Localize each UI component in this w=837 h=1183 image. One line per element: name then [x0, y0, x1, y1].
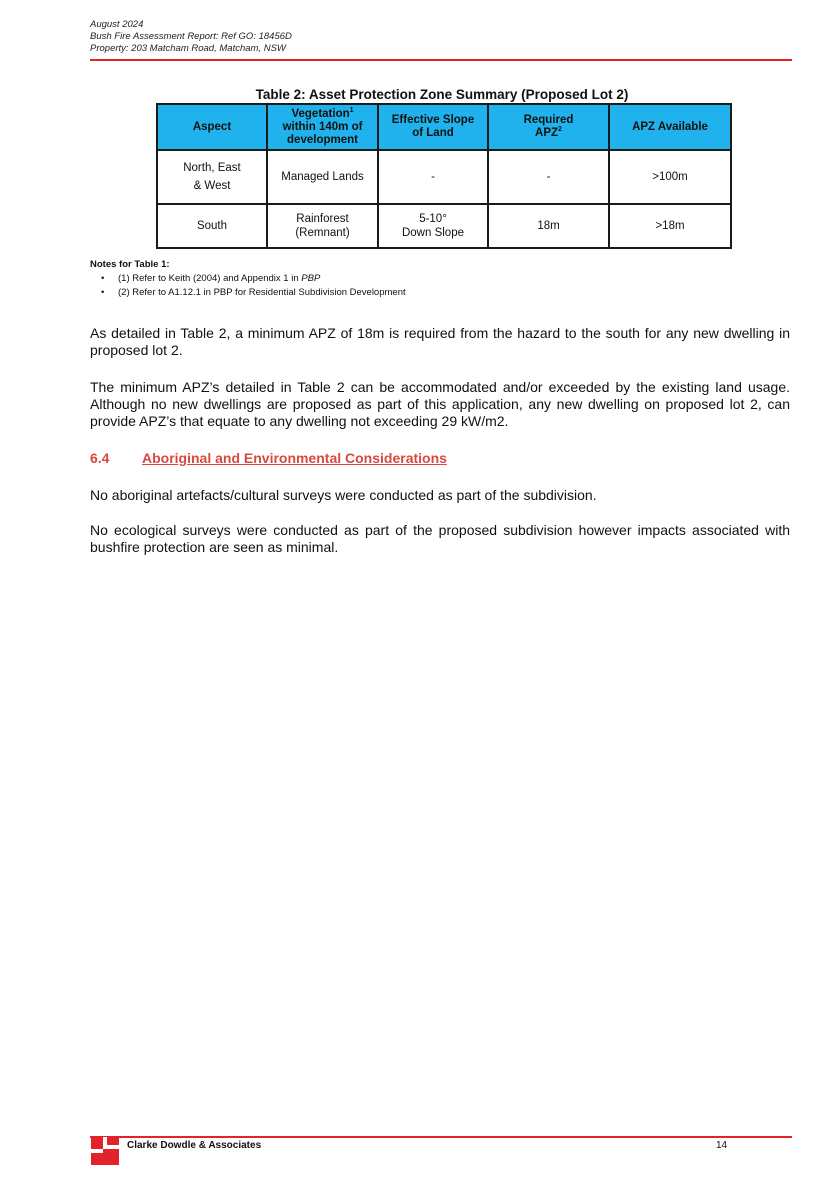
table-row: [157, 204, 731, 248]
page-number: 14: [716, 1140, 728, 1151]
col-header-required-apz: Required APZ$^2$: [488, 104, 609, 150]
footer-company-name: Clarke Dowdle & Associates: [127, 1140, 262, 1151]
section-number: 6.4: [90, 450, 110, 466]
col-header-aspect: Aspect: [157, 104, 267, 150]
notes-title: Notes for Table 1:: [90, 259, 170, 270]
section-heading: [90, 450, 447, 467]
cell-required-apz: 18m: [488, 204, 609, 248]
table-title: Table 2: Asset Protection Zone Summary (Proposed Lot 2): [255, 87, 629, 102]
header-date: August 2024: [90, 19, 144, 30]
company-logo-icon: [91, 1137, 119, 1165]
cell-slope: -: [378, 150, 488, 204]
footer-divider: [90, 1136, 792, 1138]
cell-slope: 5-10° Down Slope: [378, 204, 488, 248]
cell-apz-available: >18m: [609, 204, 731, 248]
header-divider: [90, 59, 792, 61]
bullet-icon: •: [101, 273, 105, 284]
paragraph-min-apz: As detailed in Table 2, a minimum APZ of 18m is required from the hazard to the south for any new dwelling in proposed lot 2.: [90, 325, 790, 358]
cell-apz-available: >100m: [609, 150, 731, 204]
header-report-ref: Bush Fire Assessment Report: Ref GO: 18456D: [90, 31, 292, 42]
col-header-slope: Effective Slope of Land: [378, 104, 488, 150]
cell-required-apz: -: [488, 150, 609, 204]
cell-aspect: North, East & West: [157, 150, 267, 204]
bullet-icon: •: [101, 287, 105, 298]
note-item: • (2) Refer to A1.12.1 in PBP for Residential Subdivision Development: [101, 287, 406, 298]
apz-summary-table: [156, 103, 732, 249]
cell-vegetation: Managed Lands: [267, 150, 378, 204]
table-notes: [90, 258, 406, 299]
page-header: [90, 19, 792, 55]
section-title: Aboriginal and Environmental Considerations: [142, 450, 447, 466]
cell-vegetation: Rainforest (Remnant): [267, 204, 378, 248]
header-property: Property: 203 Matcham Road, Matcham, NSW: [90, 43, 286, 54]
col-header-vegetation: Vegetation$^1$ within 140m of development: [267, 104, 378, 150]
notes-list: [90, 272, 406, 299]
note-item: • (1) Refer to Keith (2004) and Appendix 1 in PBP: [101, 273, 321, 284]
paragraph-aboriginal: No aboriginal artefacts/cultural surveys were conducted as part of the subdivision.: [90, 487, 597, 503]
table-row: [157, 150, 731, 204]
paragraph-apz-accommodation: The minimum APZ’s detailed in Table 2 can be accommodated and/or exceeded by the existing land usage. Although no new dwellings are proposed as part of this application, any new dwelling on proposed lot 2, can provide APZ’s that equate to any dwelling not exceeding 29 kW/m2.: [90, 379, 790, 429]
table-header-row: [157, 104, 731, 150]
cell-aspect: South: [157, 204, 267, 248]
col-header-apz-available: APZ Available: [609, 104, 731, 150]
paragraph-ecological: No ecological surveys were conducted as part of the proposed subdivision however impacts associated with bushfire protection are seen as minimal.: [90, 522, 790, 555]
